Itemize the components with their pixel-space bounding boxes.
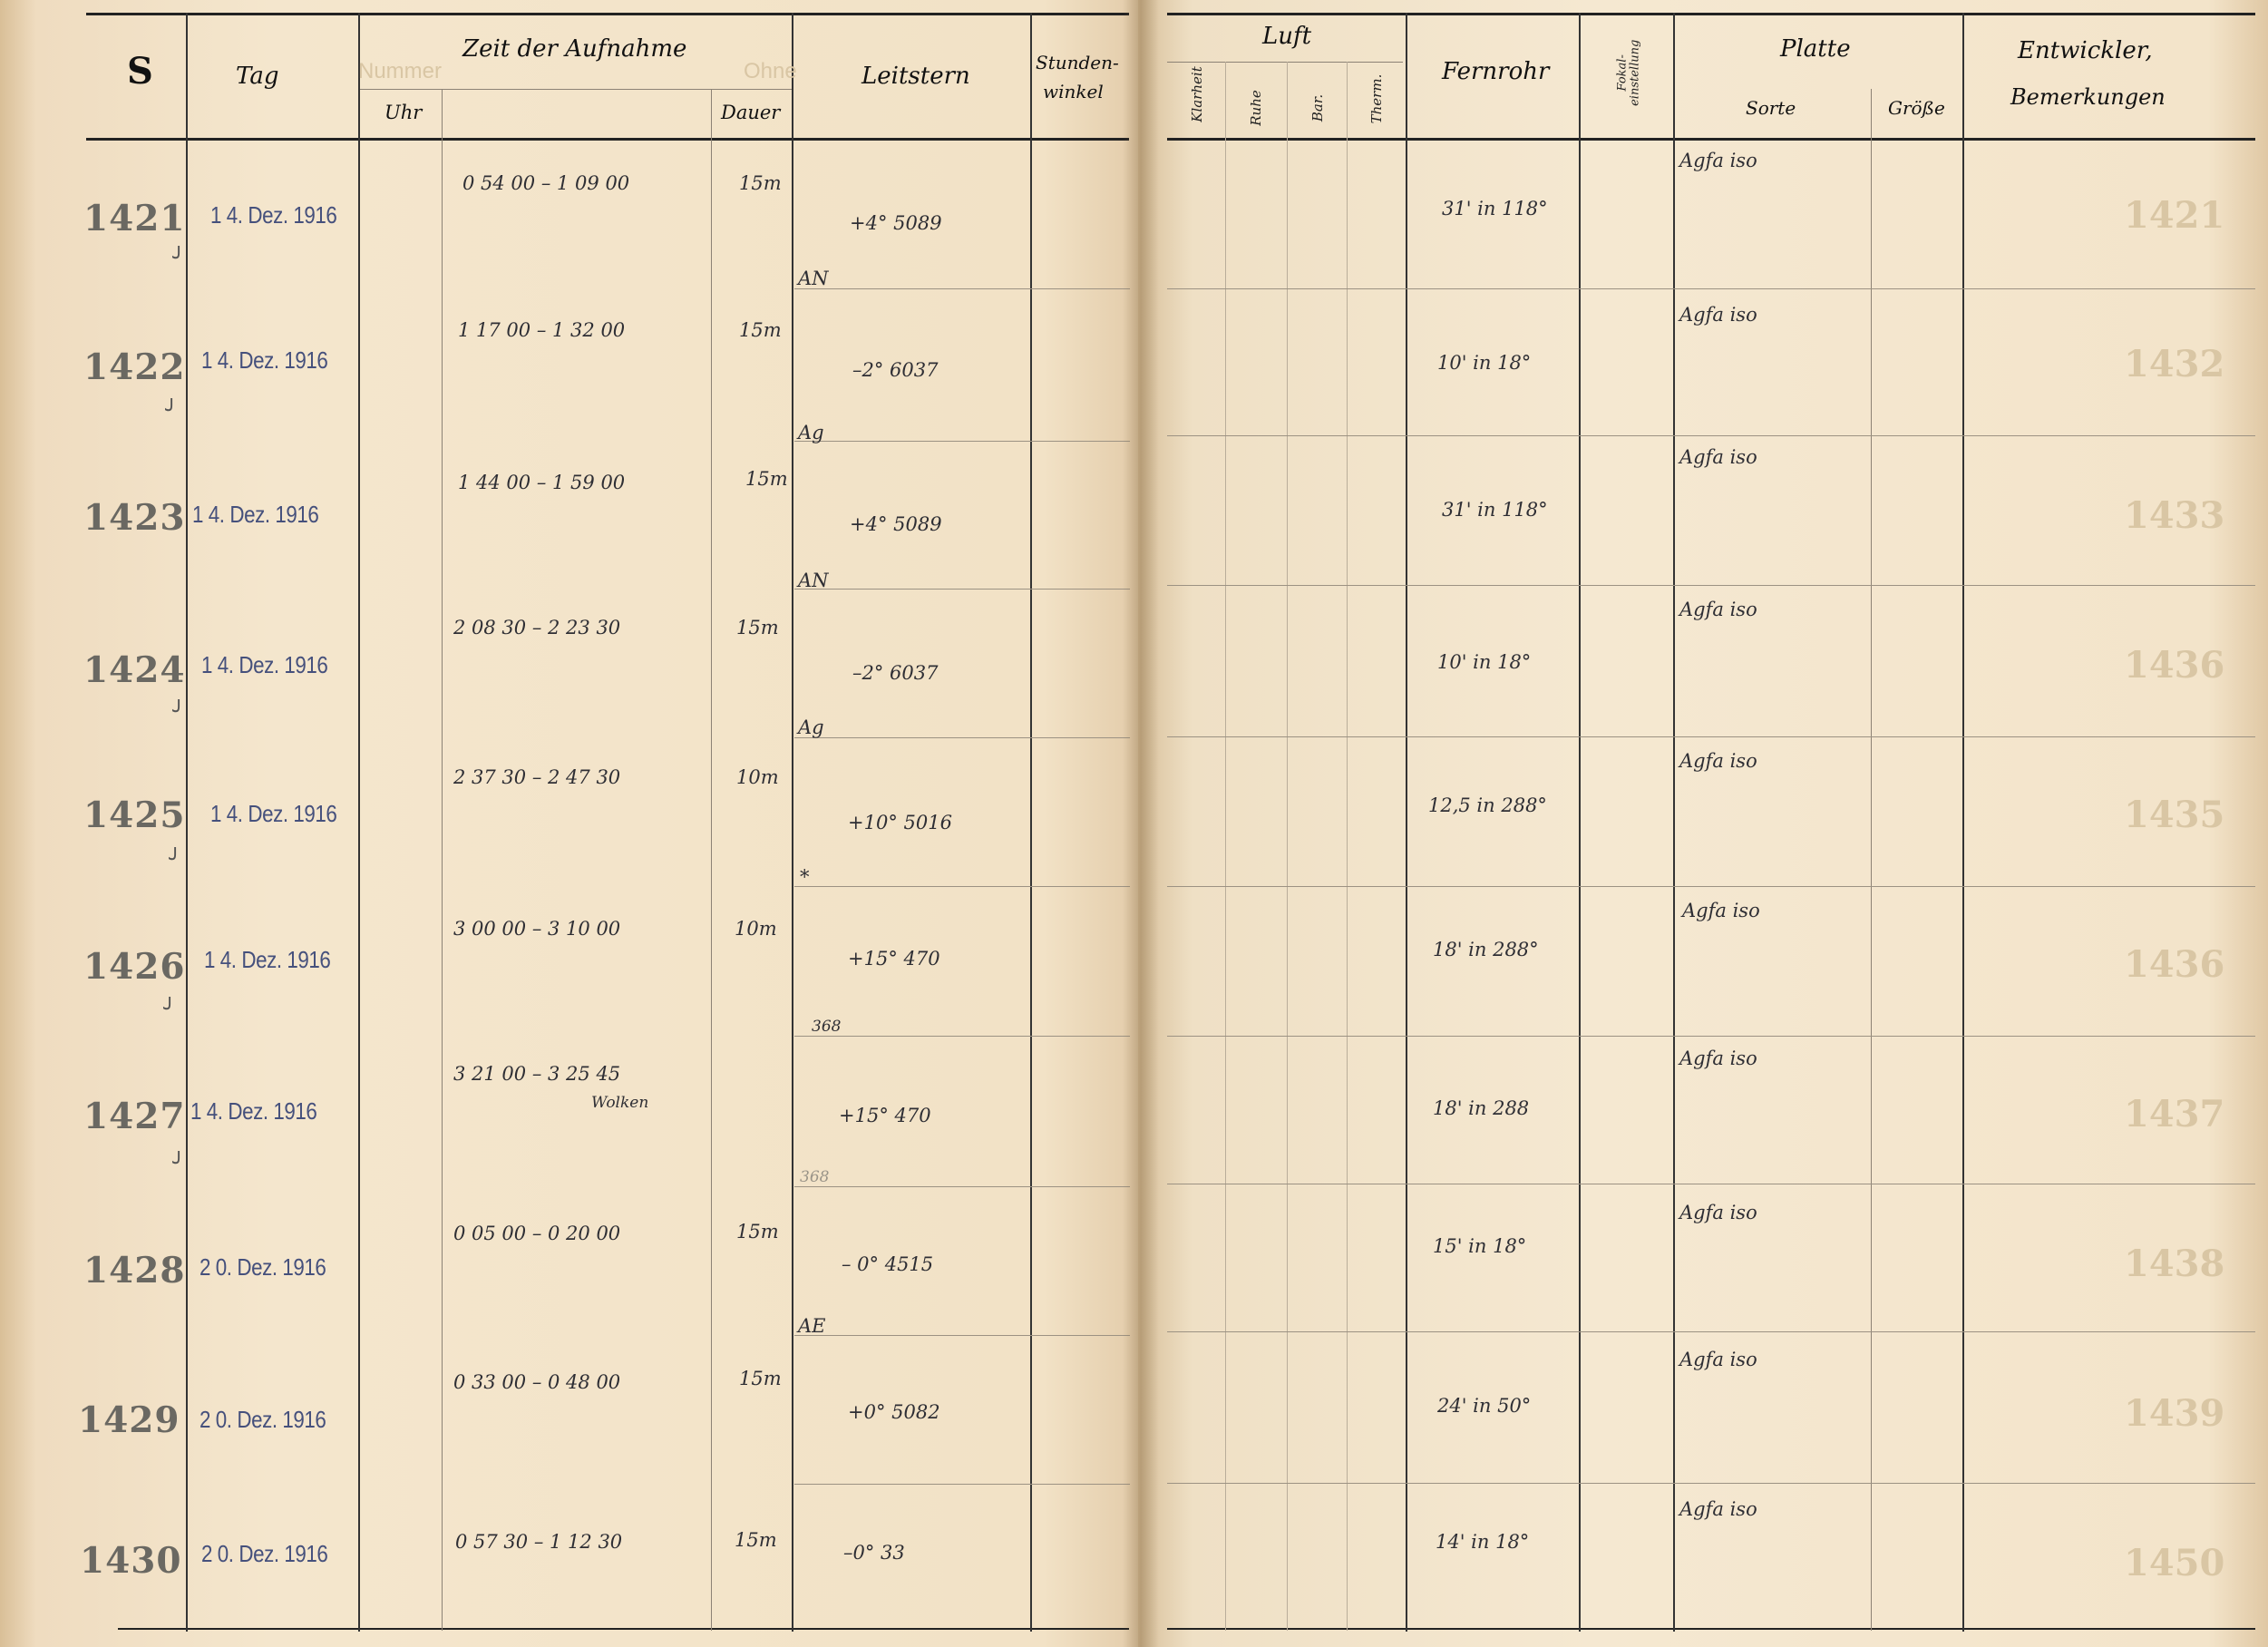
entry-date-stamp: 2 0. Dez. 1916 xyxy=(200,1253,326,1281)
header-luft: Luft xyxy=(1262,23,1312,50)
header-stundenwinkel-1: Stunden- xyxy=(1036,52,1119,73)
col-rule-luft xyxy=(1406,13,1407,1632)
header-leitstern: Leitstern xyxy=(861,63,970,90)
entry-star-mark: AE xyxy=(798,1315,826,1337)
zeit-subrule xyxy=(360,89,793,90)
entry-number: 1424 xyxy=(83,649,186,691)
bleed-through-number: 1436 xyxy=(2124,644,2225,687)
entry-telescope: 10' in 18° xyxy=(1437,651,1532,673)
entry-number: 1428 xyxy=(83,1250,186,1291)
row-rule-1 xyxy=(794,288,1130,289)
row-rule-7 xyxy=(794,1186,1130,1187)
header-entwickler-1: Entwickler, xyxy=(2018,37,2153,64)
entry-telescope: 31' in 118° xyxy=(1442,198,1548,219)
entry-plate-type: Agfa iso xyxy=(1679,304,1757,326)
entry-guide-star: +15° 470 xyxy=(848,948,940,970)
col-rule-bar xyxy=(1347,62,1348,1631)
col-rule-dauer xyxy=(792,13,793,1632)
row-rule-8 xyxy=(794,1335,1130,1336)
entry-duration: 15m xyxy=(739,172,782,194)
entry-telescope: 18' in 288 xyxy=(1433,1097,1530,1119)
entry-date-stamp: 1 4. Dez. 1916 xyxy=(210,800,337,827)
col-rule-s xyxy=(186,13,188,1632)
entry-time: 3 21 00 – 3 25 45 xyxy=(453,1063,621,1085)
bleed-through-number: 1432 xyxy=(2124,343,2225,385)
row-rule-4 xyxy=(794,737,1130,738)
entry-plate-type: Agfa iso xyxy=(1679,446,1757,468)
entry-guide-star: +0° 5082 xyxy=(848,1401,940,1423)
entry-note: Wolken xyxy=(591,1094,649,1112)
entry-number: 1423 xyxy=(83,497,186,539)
row-rule-4 xyxy=(1167,736,2255,737)
entry-time: 0 57 30 – 1 12 30 xyxy=(455,1531,623,1553)
header-entwickler-2: Bemerkungen xyxy=(2010,84,2166,110)
entry-duration: 15m xyxy=(739,1368,782,1389)
bleed-through-number: 1433 xyxy=(2124,494,2225,537)
entry-telescope: 14' in 18° xyxy=(1436,1531,1530,1553)
col-rule-leitstern xyxy=(1030,13,1032,1632)
entry-duration: 15m xyxy=(735,1529,777,1551)
col-rule-ruhe xyxy=(1287,62,1288,1631)
entry-guide-star: +10° 5016 xyxy=(848,812,952,833)
entry-star-mark: 368 xyxy=(812,1018,842,1036)
bleed-through-number: 1435 xyxy=(2124,794,2225,836)
entry-duration: 15m xyxy=(739,319,782,341)
page-bottom-rule xyxy=(118,1628,1129,1630)
entry-plate-type: Agfa iso xyxy=(1679,150,1757,171)
bleed-through-number: 1436 xyxy=(2124,943,2225,986)
row-rule-9 xyxy=(1167,1483,2255,1484)
entry-telescope: 15' in 18° xyxy=(1433,1235,1527,1257)
bleed-through-2: Ohne xyxy=(744,59,797,83)
entry-time: 1 17 00 – 1 32 00 xyxy=(458,319,626,341)
entry-star-mark: AN xyxy=(798,268,829,289)
header-sorte: Sorte xyxy=(1746,97,1796,119)
entry-star-mark: * xyxy=(800,866,810,888)
header-bottom-rule xyxy=(86,138,1129,141)
entry-duration: 15m xyxy=(736,617,779,638)
header-bar: Bar. xyxy=(1309,93,1326,122)
col-rule-zeit xyxy=(711,89,712,1631)
entry-star-mark: Ag xyxy=(798,716,824,738)
entry-guide-star: +4° 5089 xyxy=(850,513,942,535)
row-rule-3 xyxy=(794,589,1130,590)
entry-date-stamp: 1 4. Dez. 1916 xyxy=(190,1097,317,1125)
header-stundenwinkel-2: winkel xyxy=(1043,81,1104,102)
header-s: S xyxy=(127,50,153,93)
header-top-rule xyxy=(86,13,1129,15)
entry-date-stamp: 1 4. Dez. 1916 xyxy=(210,201,337,229)
col-rule-platte xyxy=(1962,13,1964,1632)
entry-date-stamp: 1 4. Dez. 1916 xyxy=(192,501,319,528)
col-rule-fernrohr xyxy=(1579,13,1581,1632)
header-klarheit: Klarheit xyxy=(1189,66,1205,122)
entry-guide-star: –2° 6037 xyxy=(852,359,939,381)
entry-telescope: 31' in 118° xyxy=(1442,499,1548,521)
entry-duration: 10m xyxy=(735,918,777,940)
entry-guide-star: –2° 6037 xyxy=(852,662,939,684)
check-mark: ᴊ xyxy=(163,989,173,1016)
row-rule-1 xyxy=(1167,288,2255,289)
entry-guide-star: +4° 5089 xyxy=(850,212,942,234)
col-rule-fokal xyxy=(1673,13,1675,1632)
entry-plate-type: Agfa iso xyxy=(1679,1349,1757,1370)
header-groesse: Größe xyxy=(1888,97,1945,119)
entry-number: 1427 xyxy=(83,1096,186,1137)
row-rule-2 xyxy=(1167,435,2255,436)
entry-star-mark: Ag xyxy=(798,422,824,443)
right-page xyxy=(1138,0,2268,1647)
header-therm: Therm. xyxy=(1368,73,1385,124)
bleed-through-number: 1438 xyxy=(2124,1243,2225,1285)
header-ruhe: Ruhe xyxy=(1248,90,1264,126)
entry-guide-star: –0° 33 xyxy=(843,1542,905,1564)
entry-date-stamp: 1 4. Dez. 1916 xyxy=(201,651,328,678)
entry-plate-type: Agfa iso xyxy=(1679,1048,1757,1069)
entry-time: 2 37 30 – 2 47 30 xyxy=(453,766,621,788)
check-mark: ᴊ xyxy=(169,839,179,866)
entry-date-stamp: 1 4. Dez. 1916 xyxy=(201,346,328,374)
bleed-through-number: 1437 xyxy=(2124,1093,2225,1135)
entry-time: 1 44 00 – 1 59 00 xyxy=(458,472,626,493)
row-rule-6 xyxy=(794,1036,1130,1037)
entry-number: 1429 xyxy=(78,1399,180,1441)
row-rule-5 xyxy=(794,886,1130,887)
entry-number: 1430 xyxy=(80,1540,182,1582)
entry-telescope: 12,5 in 288° xyxy=(1428,794,1547,816)
bleed-through-1: Nummer xyxy=(358,59,443,83)
row-rule-3 xyxy=(1167,585,2255,586)
row-rule-5 xyxy=(1167,886,2255,887)
entry-telescope: 10' in 18° xyxy=(1437,352,1532,374)
check-mark: ᴊ xyxy=(172,1143,182,1170)
entry-plate-type: Agfa iso xyxy=(1679,750,1757,772)
entry-plate-type: Agfa iso xyxy=(1679,1498,1757,1520)
header-zeit: Zeit der Aufnahme xyxy=(462,35,687,63)
entry-guide-star: +15° 470 xyxy=(839,1105,931,1126)
entry-guide-star: – 0° 4515 xyxy=(842,1253,934,1275)
header-bottom-rule xyxy=(1167,138,2255,141)
bleed-through-number: 1421 xyxy=(2124,194,2225,237)
row-rule-9 xyxy=(794,1484,1130,1485)
col-rule-uhr xyxy=(442,89,443,1631)
entry-number: 1426 xyxy=(83,946,186,988)
entry-duration: 10m xyxy=(736,766,779,788)
entry-time: 0 05 00 – 0 20 00 xyxy=(453,1223,621,1244)
header-fernrohr: Fernrohr xyxy=(1442,58,1550,85)
header-top-rule xyxy=(1167,13,2255,15)
entry-telescope: 18' in 288° xyxy=(1433,939,1539,960)
entry-number: 1425 xyxy=(83,794,186,836)
entry-time: 3 00 00 – 3 10 00 xyxy=(453,918,621,940)
row-rule-6 xyxy=(1167,1036,2255,1037)
entry-time: 2 08 30 – 2 23 30 xyxy=(453,617,621,638)
entry-telescope: 24' in 50° xyxy=(1437,1395,1532,1417)
entry-star-mark: AN xyxy=(798,570,829,591)
header-dauer: Dauer xyxy=(721,102,781,123)
col-rule-tag xyxy=(358,13,360,1632)
check-mark: ᴊ xyxy=(172,691,182,718)
entry-duration: 15m xyxy=(745,468,788,490)
page-bottom-rule xyxy=(1167,1628,2255,1630)
entry-number: 1421 xyxy=(83,198,186,239)
col-rule-klarheit xyxy=(1225,62,1226,1631)
header-uhr: Uhr xyxy=(384,102,423,123)
entry-time: 0 33 00 – 0 48 00 xyxy=(453,1371,621,1393)
book-gutter xyxy=(1123,0,1159,1647)
entry-date-stamp: 2 0. Dez. 1916 xyxy=(200,1406,326,1433)
check-mark: ᴊ xyxy=(172,238,182,265)
row-rule-8 xyxy=(1167,1331,2255,1332)
row-rule-2 xyxy=(794,441,1130,442)
bleed-through-number: 1450 xyxy=(2124,1542,2225,1584)
entry-date-stamp: 2 0. Dez. 1916 xyxy=(201,1540,328,1567)
entry-date-stamp: 1 4. Dez. 1916 xyxy=(204,946,331,973)
entry-number: 1422 xyxy=(83,346,186,388)
check-mark: ᴊ xyxy=(165,390,175,417)
header-fokal: Fokal- einstellung xyxy=(1615,39,1642,106)
entry-plate-type: Agfa iso xyxy=(1682,900,1760,921)
entry-duration: 15m xyxy=(736,1221,779,1243)
col-rule-sorte xyxy=(1871,89,1872,1631)
entry-plate-type: Agfa iso xyxy=(1679,599,1757,620)
entry-star-mark: 368 xyxy=(800,1168,830,1186)
bleed-through-number: 1439 xyxy=(2124,1392,2225,1435)
header-platte: Platte xyxy=(1780,35,1851,63)
entry-time: 0 54 00 – 1 09 00 xyxy=(462,172,630,194)
header-tag: Tag xyxy=(236,63,279,90)
entry-plate-type: Agfa iso xyxy=(1679,1202,1757,1223)
